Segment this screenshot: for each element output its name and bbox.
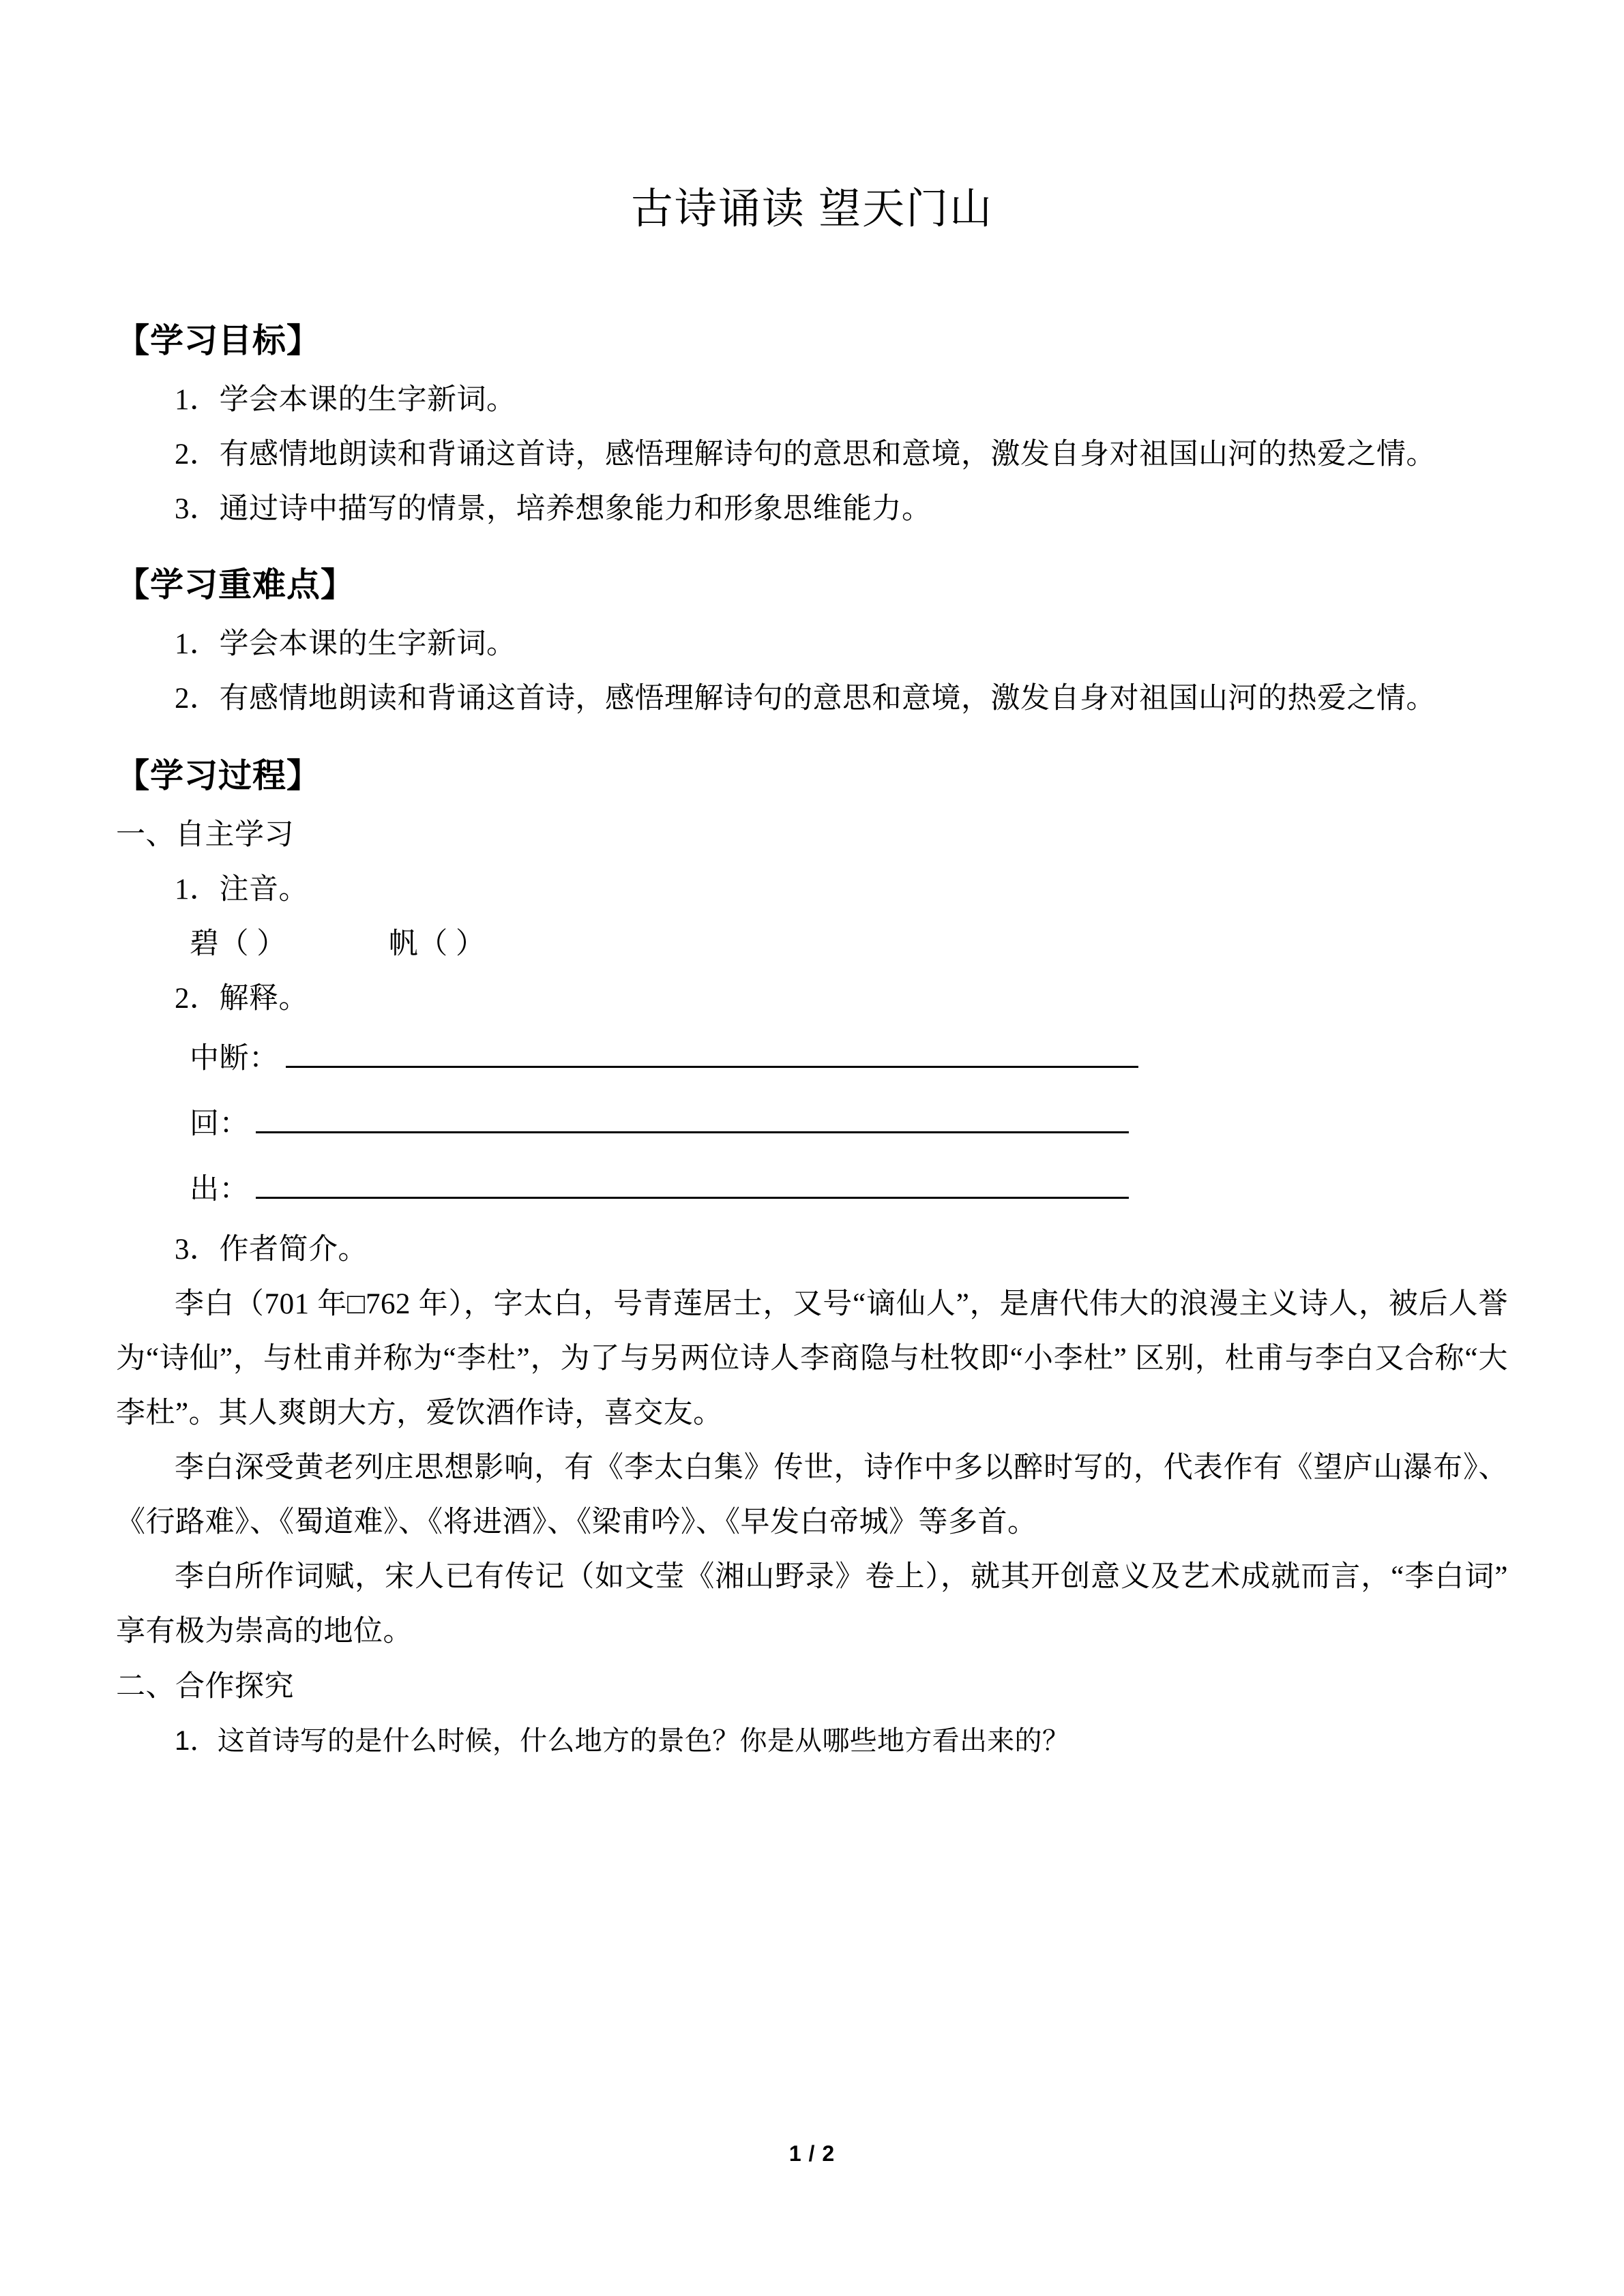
goal-item-1: 1．学会本课的生字新词。 xyxy=(175,383,516,416)
phonetic-exercise-row xyxy=(116,917,1508,972)
explore-question-1: 1．这首诗写的是什么时候，什么地方的景色？你是从哪些地方看出来的？ xyxy=(175,1725,1070,1756)
author-paragraph-2: 李白深受黄老列庄思想影响，有《李太白集》传世，诗作中多以醉时写的，代表作有《望庐山瀑布》、《行路难》、《蜀道难》、《将进酒》、《梁甫吟》、《早发白帝城》等多首。 xyxy=(116,1451,1508,1538)
subsection-one-label: 一、自主学习 xyxy=(116,818,294,851)
phonetic-word-1-blank[interactable]: （ ） xyxy=(219,927,286,960)
explain-answer-line-2[interactable] xyxy=(256,1104,1129,1133)
goal-item-3: 3．通过诗中描写的情景，培养想象能力和形象思维能力。 xyxy=(175,492,932,525)
task-author-label: 3．作者简介。 xyxy=(175,1233,368,1266)
explain-blank-row-2 xyxy=(116,1092,1508,1157)
heading-key-difficulties: 【学习重难点】 xyxy=(116,566,355,603)
author-paragraph-1: 李白（701 年□762 年），字太白，号青莲居士，又号“谪仙人”，是唐代伟大的浪漫主义诗人，被后人誉为“诗仙”，与杜甫并称为“李杜”，为了与另两位诗人李商隐与杜牧即“小李杜” 区别，杜甫与李白又合称“大李杜”。其人爽朗大方，爱饮酒作诗，喜交友。 xyxy=(116,1287,1508,1429)
goal-item-2: 2．有感情地朗读和背诵这首诗，感悟理解诗句的意思和意境，激发自身对祖国山河的热爱之情。 xyxy=(175,438,1436,471)
phonetic-word-2-blank[interactable]: （ ） xyxy=(418,927,486,960)
explain-blank-label-3: 出： xyxy=(190,1173,249,1206)
explain-blank-label-2: 回： xyxy=(190,1107,249,1140)
explain-blank-row-3 xyxy=(116,1157,1508,1223)
explain-blank-row-1 xyxy=(116,1026,1508,1092)
page-title: 古诗诵读 望天门山 xyxy=(630,185,994,233)
phonetic-word-1-char: 碧 xyxy=(190,927,220,960)
page-number-footer: 1 / 2 xyxy=(788,2141,836,2166)
key-point-item-2: 2．有感情地朗读和背诵这首诗，感悟理解诗句的意思和意境，激发自身对祖国山河的热爱之情。 xyxy=(175,682,1436,715)
heading-learning-goals: 【学习目标】 xyxy=(116,322,321,359)
author-paragraph-3: 李白所作词赋，宋人已有传记（如文莹《湘山野录》卷上），就其开创意义及艺术成就而言，“李白词”享有极为崇高的地位。 xyxy=(116,1560,1508,1648)
task-phonetic-label: 1．注音。 xyxy=(175,873,308,906)
subsection-two-label: 二、合作探究 xyxy=(116,1669,294,1703)
explain-blank-label-1: 中断： xyxy=(190,1042,279,1075)
explain-answer-line-1[interactable] xyxy=(286,1039,1138,1068)
phonetic-word-2-char: 帆 xyxy=(388,927,419,960)
task-explain-label: 2．解释。 xyxy=(175,982,308,1015)
key-point-item-1: 1．学会本课的生字新词。 xyxy=(175,627,516,660)
heading-learning-process: 【学习过程】 xyxy=(116,757,321,794)
explain-answer-line-3[interactable] xyxy=(256,1169,1129,1199)
